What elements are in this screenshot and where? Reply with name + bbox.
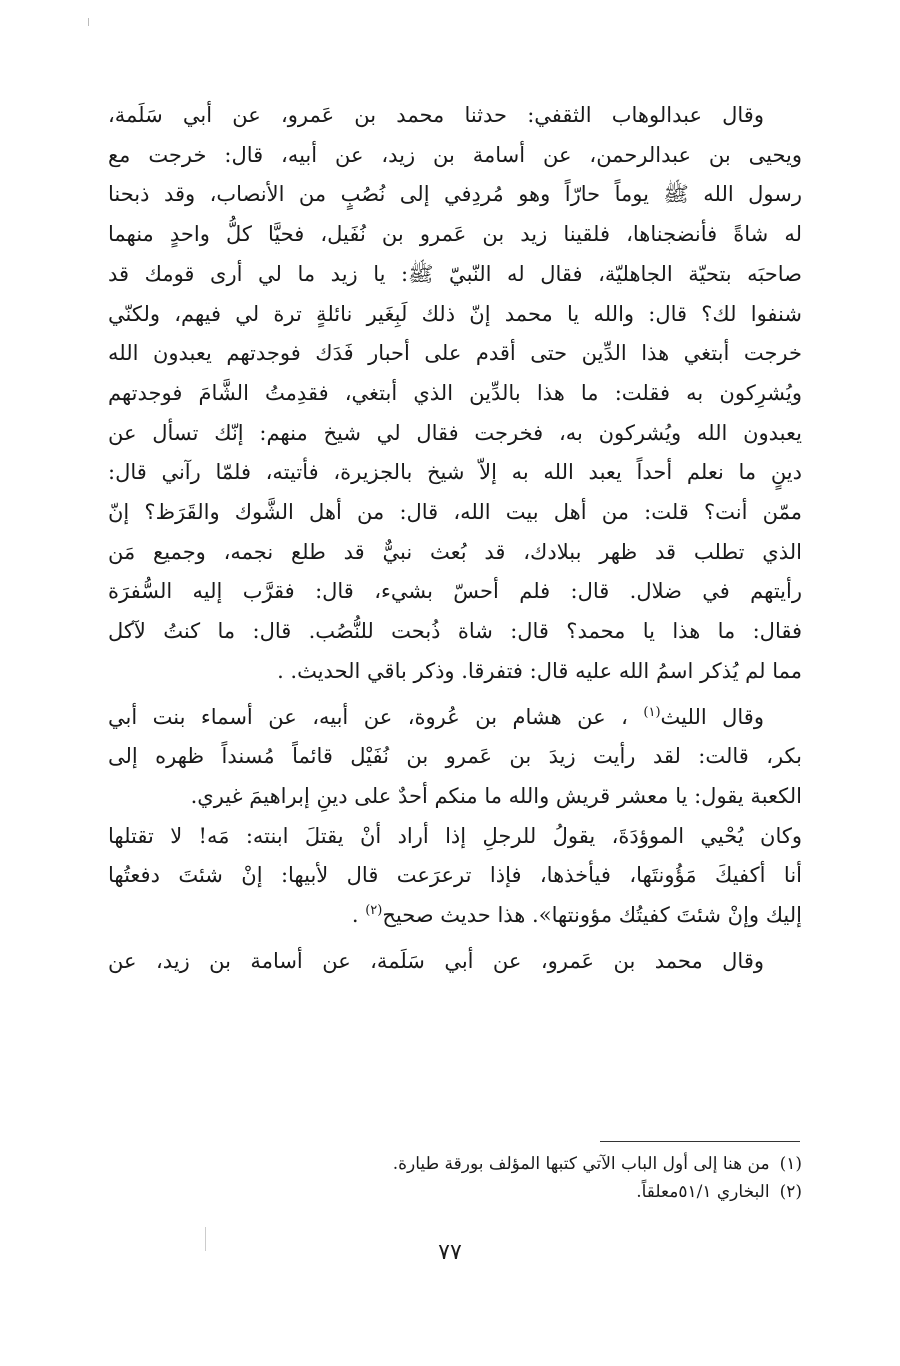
text-segment: ، عن هشام بن عُروة، عن أبيه، عن أسماء بنت أبي [108, 704, 628, 729]
text-line: بكر، قالت: لقد رأيت زيدَ بن عَمرو بن نُفَيْل قائماً مُسنداً ظهره إلى [108, 744, 802, 769]
text-line: الكعبة يقول: يا معشر قريش والله ما منكم أحدٌ على دينِ إبراهيمَ غيري. [190, 783, 802, 808]
scan-mark [88, 18, 89, 26]
page-number: ٧٧ [438, 1240, 462, 1265]
footnote-number: (١) [779, 1154, 802, 1174]
text-line: شنفوا لك؟ قال: والله يا محمد إنّ ذلك لَبِغَير نائلةٍ ترة لي فيهم، ولكنّي [108, 301, 802, 326]
footnotes [108, 1150, 802, 1206]
text-line: وكان يُحْيي الموؤدَةَ، يقولُ للرجلِ إذا أراد أنْ يقتلَ ابنته: مَه! لا تقتلها [108, 823, 802, 848]
text-line [108, 698, 802, 738]
footnote-ref-2: (٢) [365, 903, 383, 919]
text-segment: إليك وإنْ شئتَ كفيتُك مؤونتها». هذا حديث صحيح [382, 903, 802, 928]
text-line [108, 896, 802, 936]
text-line: خرجت أبتغي هذا الدِّين حتى أقدم على أحبار فَدَك فوجدتهم يعبدون الله [108, 341, 802, 366]
text-line: مما لم يُذكر اسمُ الله عليه قال: فتفرقا. وذكر باقي الحديث. . [277, 658, 802, 683]
text-line: له شاةً فأنضجناها، فلقينا زيد بن عَمرو بن نُفَيل، فحيَّا كلُّ واحدٍ منهما [108, 222, 802, 247]
text-line: أنا أكفيكَ مَؤُونتَها، فيأخذها، فإذا ترعرَعت قال لأبيها: إنْ شئتَ دفعتُها [108, 863, 802, 888]
text-line: وقال عبدالوهاب الثقفي: حدثنا محمد بن عَمرو، عن أبي سَلَمة، [108, 103, 764, 127]
footnote-2 [108, 1178, 802, 1206]
text-line: صاحبَه بتحيّة الجاهليّة، فقال له النّبيّ ﷺ: يا زيد ما لي أرى قومك قد [108, 261, 802, 286]
text-line: ممّن أنت؟ قلت: من أهل بيت الله، قال: من أهل الشَّوك والقَرَظ؟ إنّ [108, 500, 802, 525]
footnote-text: من هنا إلى أول الباب الآتي كتبها المؤلف بورقة طيارة. [392, 1154, 770, 1174]
text-line: الذي تطلب قد ظهر ببلادك، قد بُعث نبيٌّ قد طلع نجمه، وجميع مَن [108, 539, 802, 564]
text-line: رأيتهم في ضلال. قال: فلم أحسّ بشيء، قال: فقرَّب إليه السُّفرَة [108, 579, 802, 604]
footnote-text: البخاري ٥١/١معلقاً. [636, 1182, 770, 1202]
main-text [108, 96, 802, 981]
text-segment: . [351, 903, 366, 928]
paragraph-2 [108, 698, 802, 936]
text-line: يعبدون الله ويُشركون به، فخرجت فقال لي شيخ منهم: إنّك تسأل عن [108, 420, 802, 445]
text-segment: وقال الليث [660, 704, 764, 729]
footnote-1 [108, 1150, 802, 1178]
paragraph-3 [108, 942, 802, 982]
text-line: وقال محمد بن عَمرو، عن أبي سَلَمة، عن أسامة بن زيد، عن [108, 948, 764, 973]
text-line: ويحيى بن عبدالرحمن، عن أسامة بن زيد، عن أبيه، قال: خرجت مع [108, 142, 802, 167]
footnote-number: (٢) [779, 1182, 802, 1202]
footnote-divider [600, 1141, 800, 1142]
text-line: دينٍ ما نعلم أحداً يعبد الله به إلاّ شيخ بالجزيرة، فأتيته، فلمّا رآني قال: [108, 460, 802, 485]
text-line: رسول الله ﷺ يوماً حارّاً وهو مُردِفي إلى نُصُبٍ من الأنصاب، وقد ذبحنا [108, 182, 802, 207]
footnote-ref-1: (١) [643, 704, 661, 720]
text-line: ويُشرِكون به فقلت: ما هذا بالدِّين الذي أبتغي، فقدِمتُ الشَّامَ فوجدتهم [108, 380, 802, 405]
paragraph-1 [108, 96, 802, 692]
text-line: فقال: ما هذا يا محمد؟ قال: شاة ذُبحت للنُّصُب. قال: ما كنتُ لآكل [108, 619, 802, 644]
